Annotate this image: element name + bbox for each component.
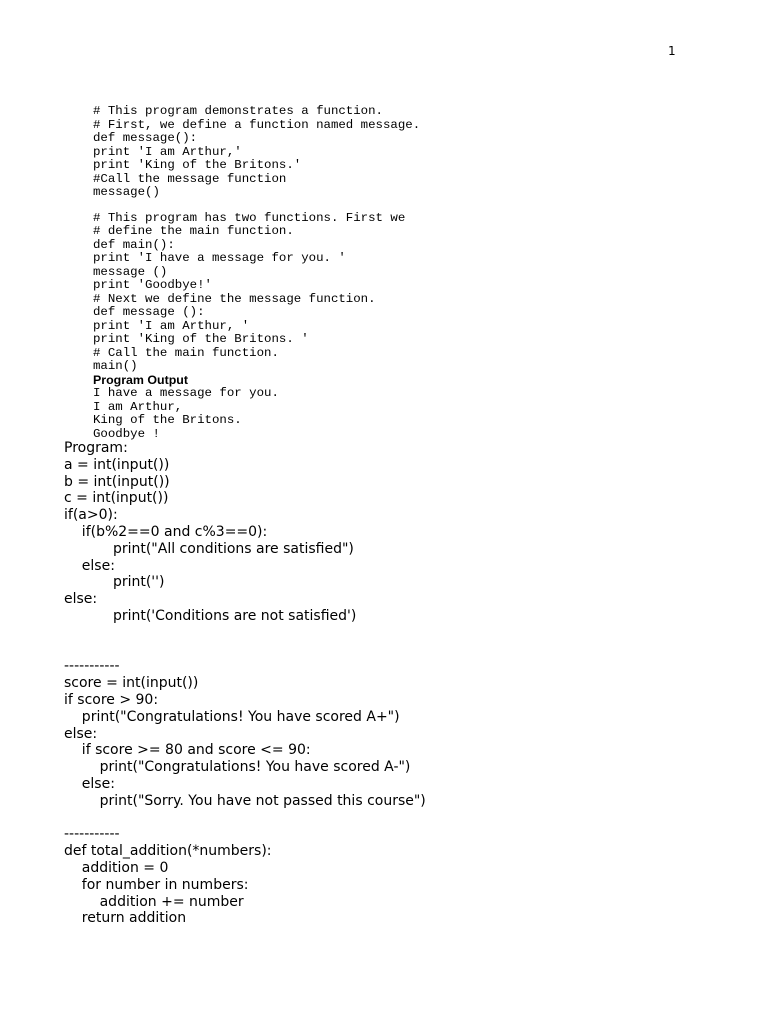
code-line: else: xyxy=(64,557,115,574)
program-output xyxy=(93,387,693,441)
code-line: print('') xyxy=(64,574,165,591)
blank-line xyxy=(64,642,704,659)
code-line: main() xyxy=(93,359,138,373)
code-line: return addition xyxy=(64,910,187,927)
code-line: def total_addition(*numbers): xyxy=(64,843,272,860)
code-line: #Call the message function xyxy=(93,171,287,186)
code-line: if score > 90: xyxy=(64,691,159,708)
code-line: print('Conditions are not satisfied') xyxy=(64,607,357,624)
code-line: for number in numbers: xyxy=(64,876,249,893)
code-examples-monospace xyxy=(93,105,693,441)
program-output-heading: Program Output xyxy=(93,372,188,387)
code-line: print 'I am Arthur, ' xyxy=(93,318,250,333)
code-line: print("Sorry. You have not passed this course") xyxy=(64,792,426,809)
code-line: message () xyxy=(93,264,168,279)
code-line: else: xyxy=(64,725,98,742)
code-line: else: xyxy=(64,591,98,608)
code-line: print 'I am Arthur,' xyxy=(93,144,242,159)
block-gap xyxy=(93,200,693,212)
program-two xyxy=(93,212,693,374)
code-line: def message(): xyxy=(93,131,198,145)
code-line: King of the Britons. xyxy=(93,413,242,427)
code-line: def main(): xyxy=(93,237,175,252)
code-line: def message (): xyxy=(93,305,205,319)
code-line: print 'King of the Britons.' xyxy=(93,158,302,172)
blank-line xyxy=(64,625,704,642)
code-line: print("All conditions are satisfied") xyxy=(64,540,354,557)
code-line: # Next we define the message function. xyxy=(93,291,376,306)
code-line: addition += number xyxy=(64,893,244,910)
code-line: # define the main function. xyxy=(93,224,294,238)
code-line: score = int(input()) xyxy=(64,675,199,692)
code-line: a = int(input()) xyxy=(64,456,170,473)
blank-line xyxy=(64,810,704,827)
code-line: if score >= 80 and score <= 90: xyxy=(64,742,311,759)
code-line: I have a message for you. xyxy=(93,386,279,400)
code-line: print("Congratulations! You have scored A-") xyxy=(64,759,411,776)
code-line: ----------- xyxy=(64,826,120,843)
code-line: print("Congratulations! You have scored A+") xyxy=(64,708,400,725)
code-line: # This program has two functions. First we xyxy=(93,210,406,225)
code-line: message() xyxy=(93,185,160,199)
code-line: Program: xyxy=(64,440,128,456)
code-line: ----------- xyxy=(64,658,120,675)
program-one xyxy=(93,105,693,200)
code-line: else: xyxy=(64,775,115,792)
code-line: Goodbye ! xyxy=(93,426,160,441)
code-examples-plain xyxy=(64,440,704,927)
code-line: I am Arthur, xyxy=(93,399,183,414)
code-line: # First, we define a function named message. xyxy=(93,117,421,132)
code-line: addition = 0 xyxy=(64,859,169,876)
code-line: b = int(input()) xyxy=(64,473,170,490)
code-line: if(a>0): xyxy=(64,507,118,524)
score-program xyxy=(64,658,704,809)
code-line: c = int(input()) xyxy=(64,490,169,507)
code-line: if(b%2==0 and c%3==0): xyxy=(64,523,268,540)
code-line: print 'Goodbye!' xyxy=(93,278,212,292)
code-line: print 'King of the Britons. ' xyxy=(93,332,309,346)
code-line: # This program demonstrates a function. xyxy=(93,104,383,118)
code-line: # Call the main function. xyxy=(93,345,279,360)
code-line: print 'I have a message for you. ' xyxy=(93,251,346,265)
addition-program xyxy=(64,826,704,927)
conditions-program xyxy=(64,440,704,625)
page-number: 1 xyxy=(668,44,676,58)
